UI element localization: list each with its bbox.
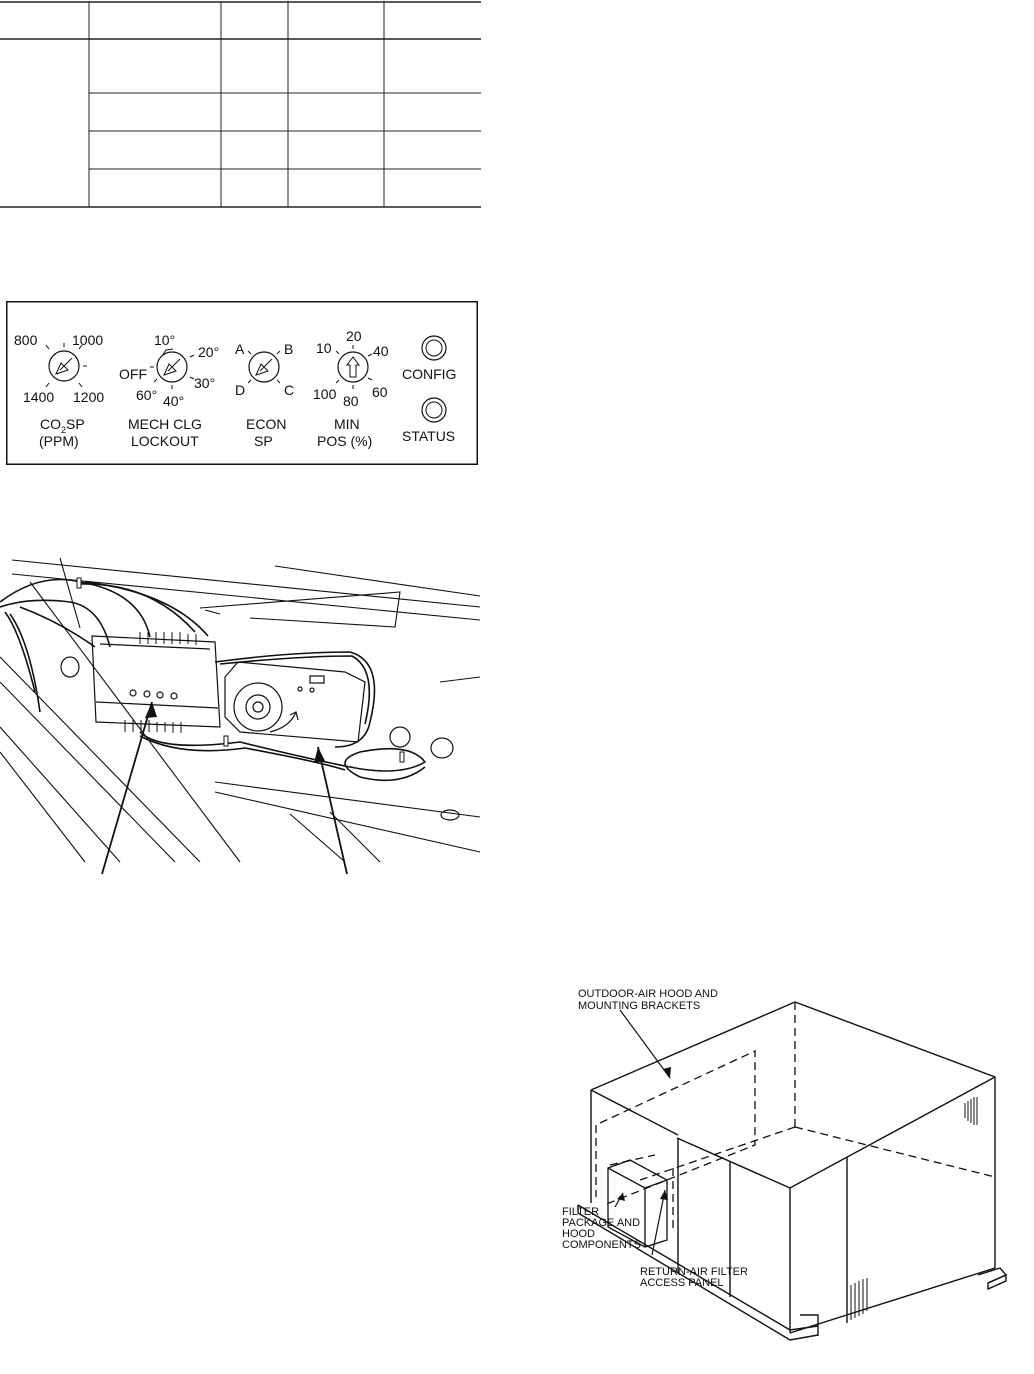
economizer-dial-panel <box>6 301 478 465</box>
dial-pointer-icon <box>256 359 272 375</box>
hood-label: OUTDOOR-AIR HOOD AND <box>578 988 718 1000</box>
min-tick-60: 60 <box>372 384 388 400</box>
co2-setpoint-dial[interactable] <box>46 343 87 387</box>
econ-label: ECON <box>246 416 287 432</box>
co2-tick-1200: 1200 <box>73 389 105 405</box>
mech-label: MECH CLG <box>128 416 202 432</box>
min-tick-80: 80 <box>343 393 359 409</box>
min-tick-20: 20 <box>346 328 362 344</box>
co2-units-label: (PPM) <box>39 433 79 449</box>
co2-tick-800: 800 <box>14 332 38 348</box>
spec-table <box>0 0 482 210</box>
econ-setpoint-dial[interactable] <box>248 351 280 383</box>
economizer-controller-module <box>92 632 220 733</box>
hood-label-2: MOUNTING BRACKETS <box>578 1000 701 1012</box>
mech-tick-off: OFF <box>119 366 147 382</box>
co2-tick-1400: 1400 <box>23 389 55 405</box>
return-air-label: RETURN-AIR FILTER <box>640 1266 748 1278</box>
return-air-label-2: ACCESS PANEL <box>640 1277 724 1289</box>
econ-tick-a: A <box>235 341 245 357</box>
filter-label-4: COMPONENTS <box>562 1239 641 1251</box>
min-tick-10: 10 <box>316 340 332 356</box>
co2-label: $CO_2SP$ <box>40 416 85 435</box>
min-label: MIN <box>334 416 360 432</box>
dial-pointer-icon <box>56 358 72 374</box>
min-position-dial[interactable] <box>336 345 372 389</box>
dial-pointer-icon <box>164 359 180 375</box>
min-tick-40: 40 <box>373 343 389 359</box>
mech-clg-lockout-dial[interactable] <box>150 349 194 389</box>
filter-label-2: PACKAGE AND <box>562 1217 641 1229</box>
min-tick-100: 100 <box>313 386 337 402</box>
mech-tick-10: 10° <box>154 332 176 348</box>
mech-tick-20: 20° <box>198 344 220 360</box>
config-label: CONFIG <box>402 366 457 382</box>
econ-tick-b: B <box>284 341 294 357</box>
unit-hood-location-drawing <box>560 985 1020 1360</box>
econ-tick-c: C <box>284 382 295 398</box>
mech-tick-30: 30° <box>194 375 216 391</box>
filter-label: FILTER <box>562 1206 600 1218</box>
mech-tick-40: 40° <box>163 393 185 409</box>
co2-tick-1000: 1000 <box>72 332 104 348</box>
mech-tick-60: 60° <box>136 387 158 403</box>
mech-label-2: LOCKOUT <box>131 433 199 449</box>
economizer-actuator <box>225 662 365 742</box>
dial-pointer-icon <box>347 357 359 377</box>
econ-label-2: SP <box>254 433 273 449</box>
status-label: STATUS <box>402 428 456 444</box>
economizer-controller-photo <box>0 552 482 882</box>
config-led <box>422 336 446 360</box>
econ-tick-d: D <box>235 382 246 398</box>
filter-label-3: HOOD <box>562 1228 595 1240</box>
status-led <box>422 398 446 422</box>
min-label-2: POS (%) <box>317 433 373 449</box>
